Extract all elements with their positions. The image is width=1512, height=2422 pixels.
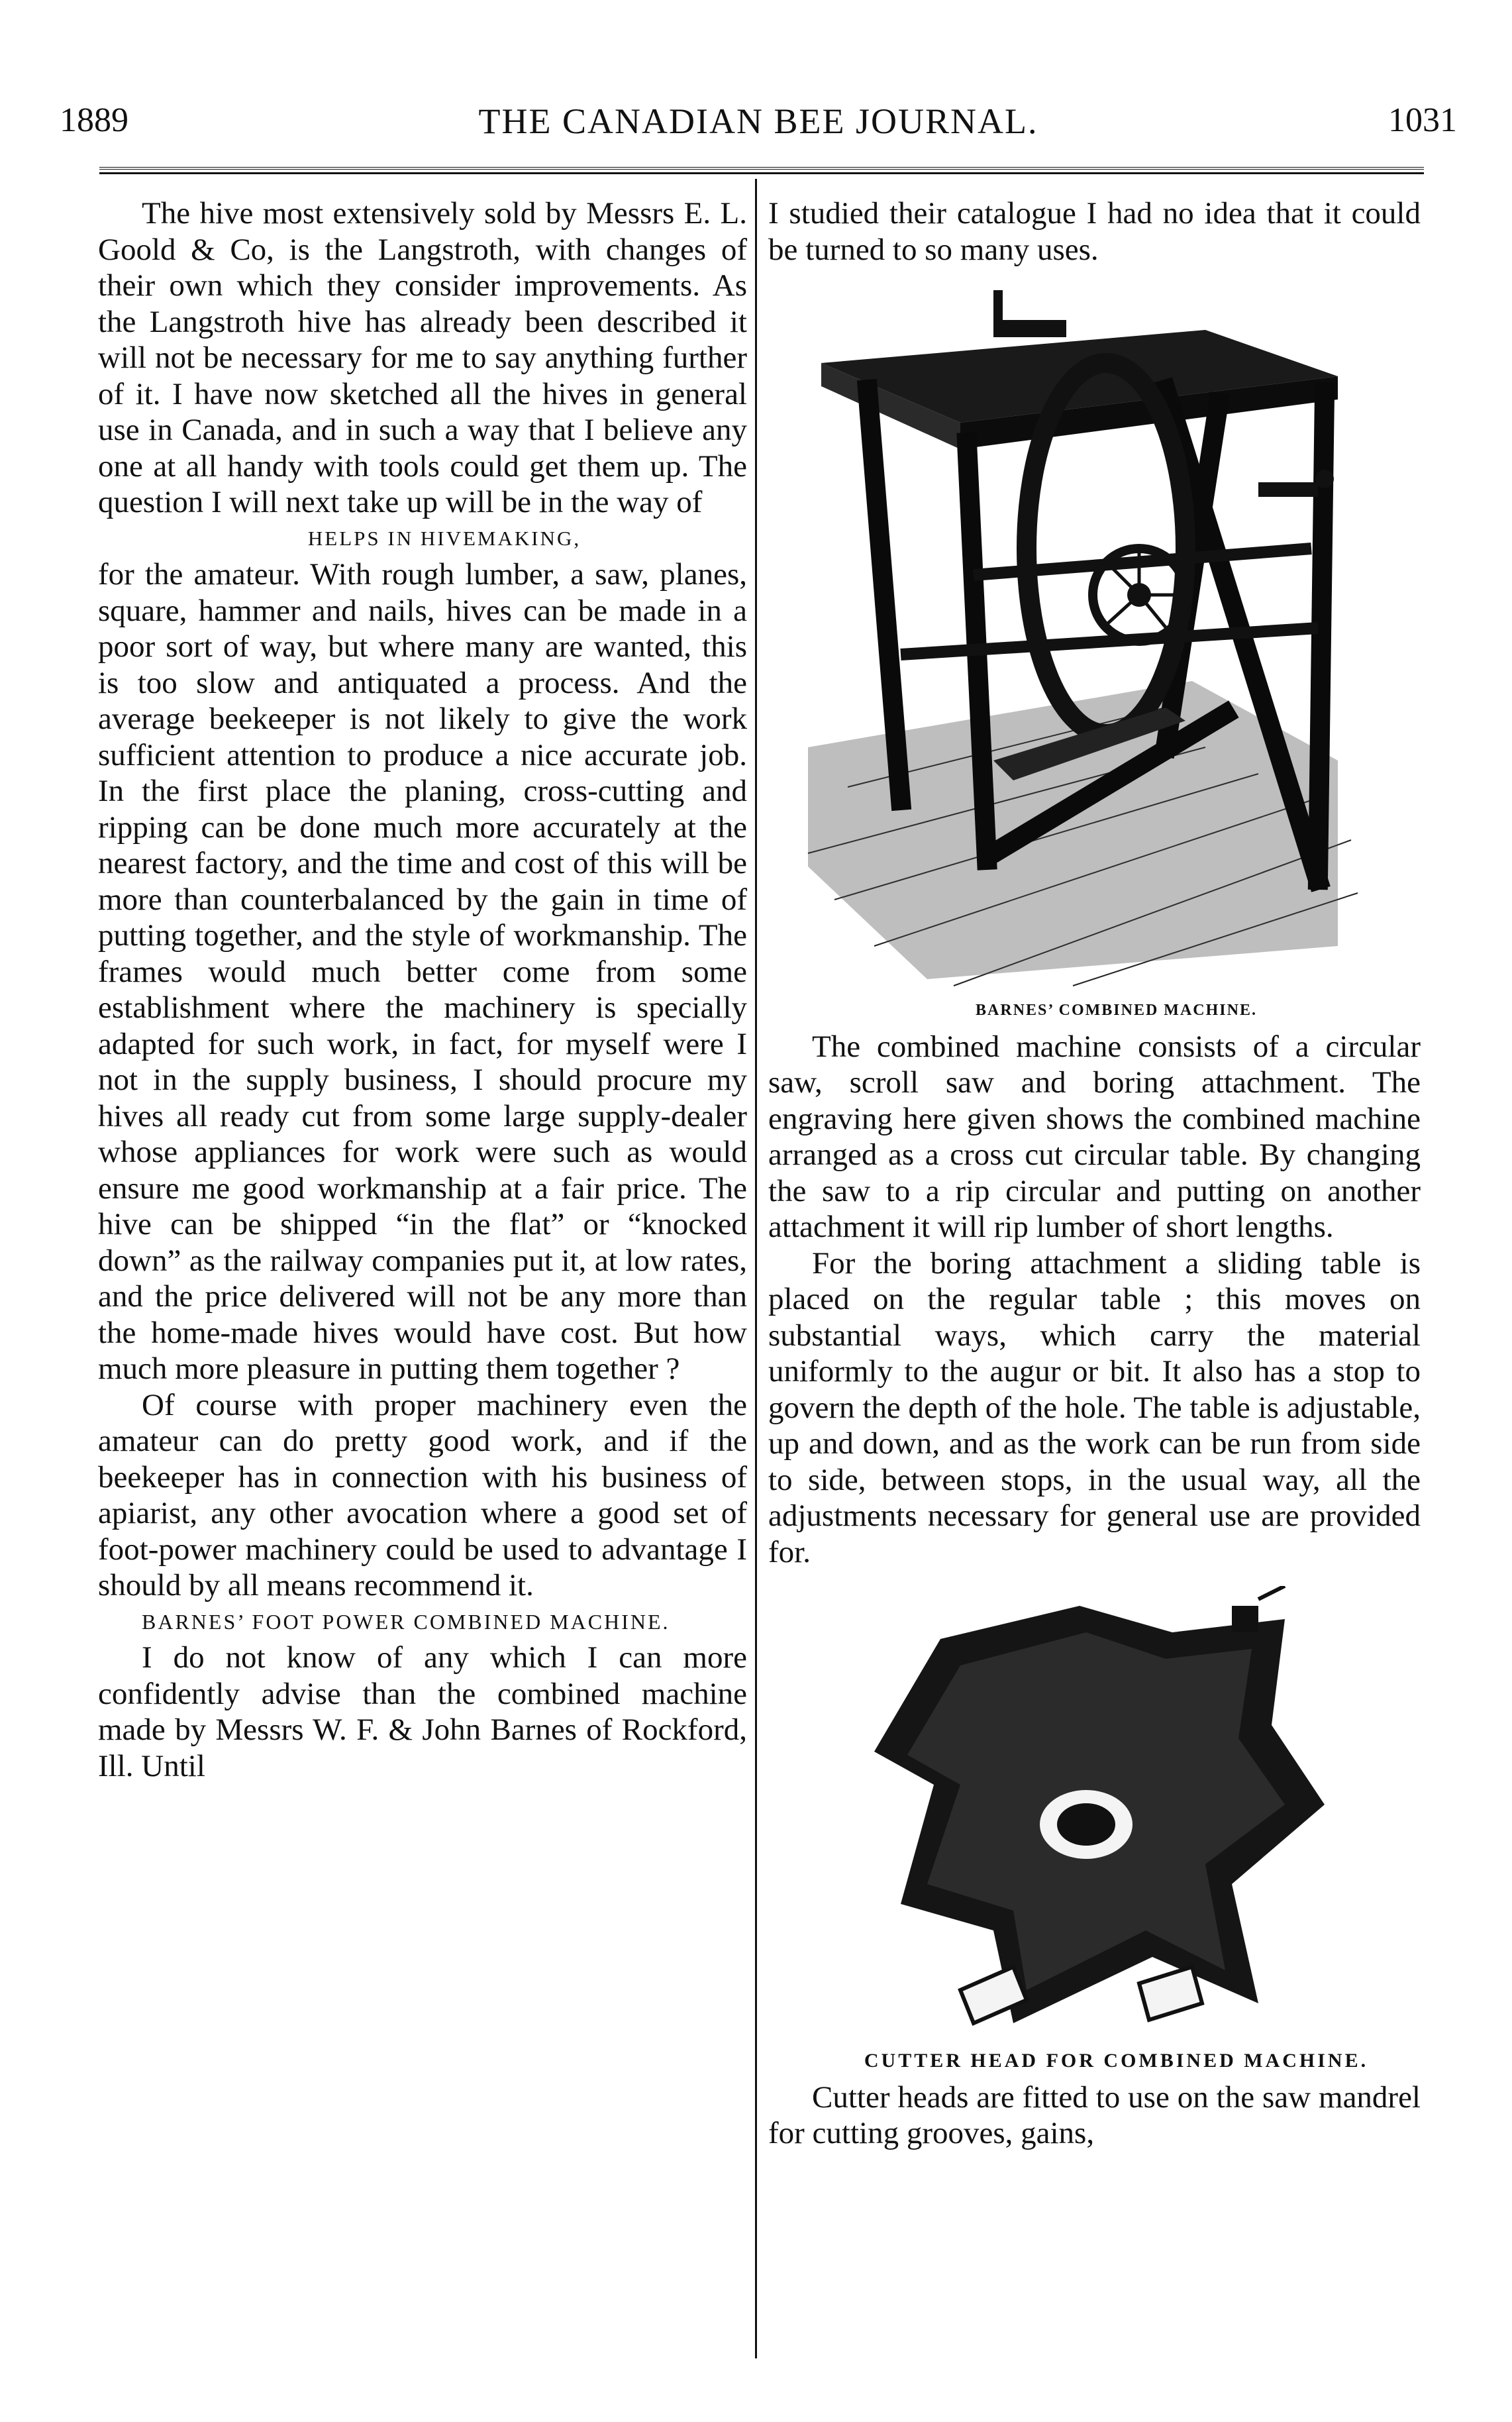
paragraph: I studied their catalogue I had no idea that it could be turned to so many uses.	[768, 196, 1421, 267]
paragraph: The hive most extensively sold by Messrs E. L. Goold & Co, is the Langstroth, with changes of their own which they consider improvements. As the Langstroth hive has already been described it will not be necessary for me to say anything further of it. I have now sketched all the hives in general use in Canada, and in such a way that I believe any one at all handy with tools could get them up. The question I will next take up will be in the way of	[98, 196, 747, 519]
page-header	[60, 101, 1457, 154]
section-subheading: HELPS IN HIVEMAKING,	[307, 526, 581, 550]
header-year: 1889	[60, 101, 128, 139]
journal-title: THE CANADIAN BEE JOURNAL.	[478, 101, 1038, 141]
cutter-head-illustration	[861, 1586, 1351, 2043]
column-divider	[755, 179, 757, 2358]
left-column	[98, 195, 747, 1784]
figure-caption: BARNES’ COMBINED MACHINE.	[976, 1002, 1257, 1019]
right-column	[768, 195, 1421, 2152]
paragraph: for the amateur. With rough lumber, a saw, planes, square, hammer and nails, hives can be made in a poor sort of way, but where many are wanted, this is too slow and antiquated a process. And the average beekeeper is not likely to give the work sufficient attention to produce a nice accurate job. In the first place the planing, cross-cutting and ripping can be done much more accurately at the nearest factory, and the time and cost of this will be more than counterbalanced by the gain in time of putting together, and the style of workmanship. The frames would much better come from some establishment where the machinery is specially adapted for such work, in fact, for myself were I not in the supply business, I should procure my hives all ready cut from some large supply-dealer whose appliances for work were such as would ensure me good workmanship at a fair price. The hive can be shipped “in the flat” or “knocked down” as the railway companies put it, at low rates, and the price delivered will not be any more than the home-made hives would have cost. But how much more pleasure in putting them together ?	[98, 557, 747, 1386]
paragraph: The combined machine consists of a circular saw, scroll saw and boring attachment. The engraving here given shows the combined machine arranged as a cross cut circular table. By changing the saw to a rip circular and putting on another attachment it will rip lumber of short lengths.	[768, 1029, 1421, 1244]
figure-caption: CUTTER HEAD FOR COMBINED MACHINE.	[864, 2050, 1369, 2072]
combined-machine-illustration	[795, 284, 1364, 992]
paragraph: Of course with proper machinery even the amateur can do pretty good work, and if the beekeeper has in connection with his business of apiarist, any other avocation where a good set of foot-power machinery could be used to advantage I should by all means recommend it.	[98, 1387, 747, 1603]
section-subheading: BARNES’ FOOT POWER COMBINED MACHINE.	[142, 1609, 670, 1634]
page-number: 1031	[1388, 101, 1457, 139]
paragraph: Cutter heads are fitted to use on the saw mandrel for cutting grooves, gains,	[768, 2080, 1421, 2150]
paragraph: For the boring attachment a sliding table is placed on the regular table ; this moves on substantial ways, which carry the material uniformly to the augur or bit. It also has a stop to govern the depth of the hole. The table is adjustable, up and down, and as the work can be run from side to side, between stops, in the usual way, all the adjustments necessary for general use are provided for.	[768, 1245, 1421, 1569]
paragraph: I do not know of any which I can more confidently advise than the combined machine made by Messrs W. F. & John Barnes of Rockford, Ill. Until	[98, 1640, 747, 1783]
header-rule	[99, 167, 1424, 174]
